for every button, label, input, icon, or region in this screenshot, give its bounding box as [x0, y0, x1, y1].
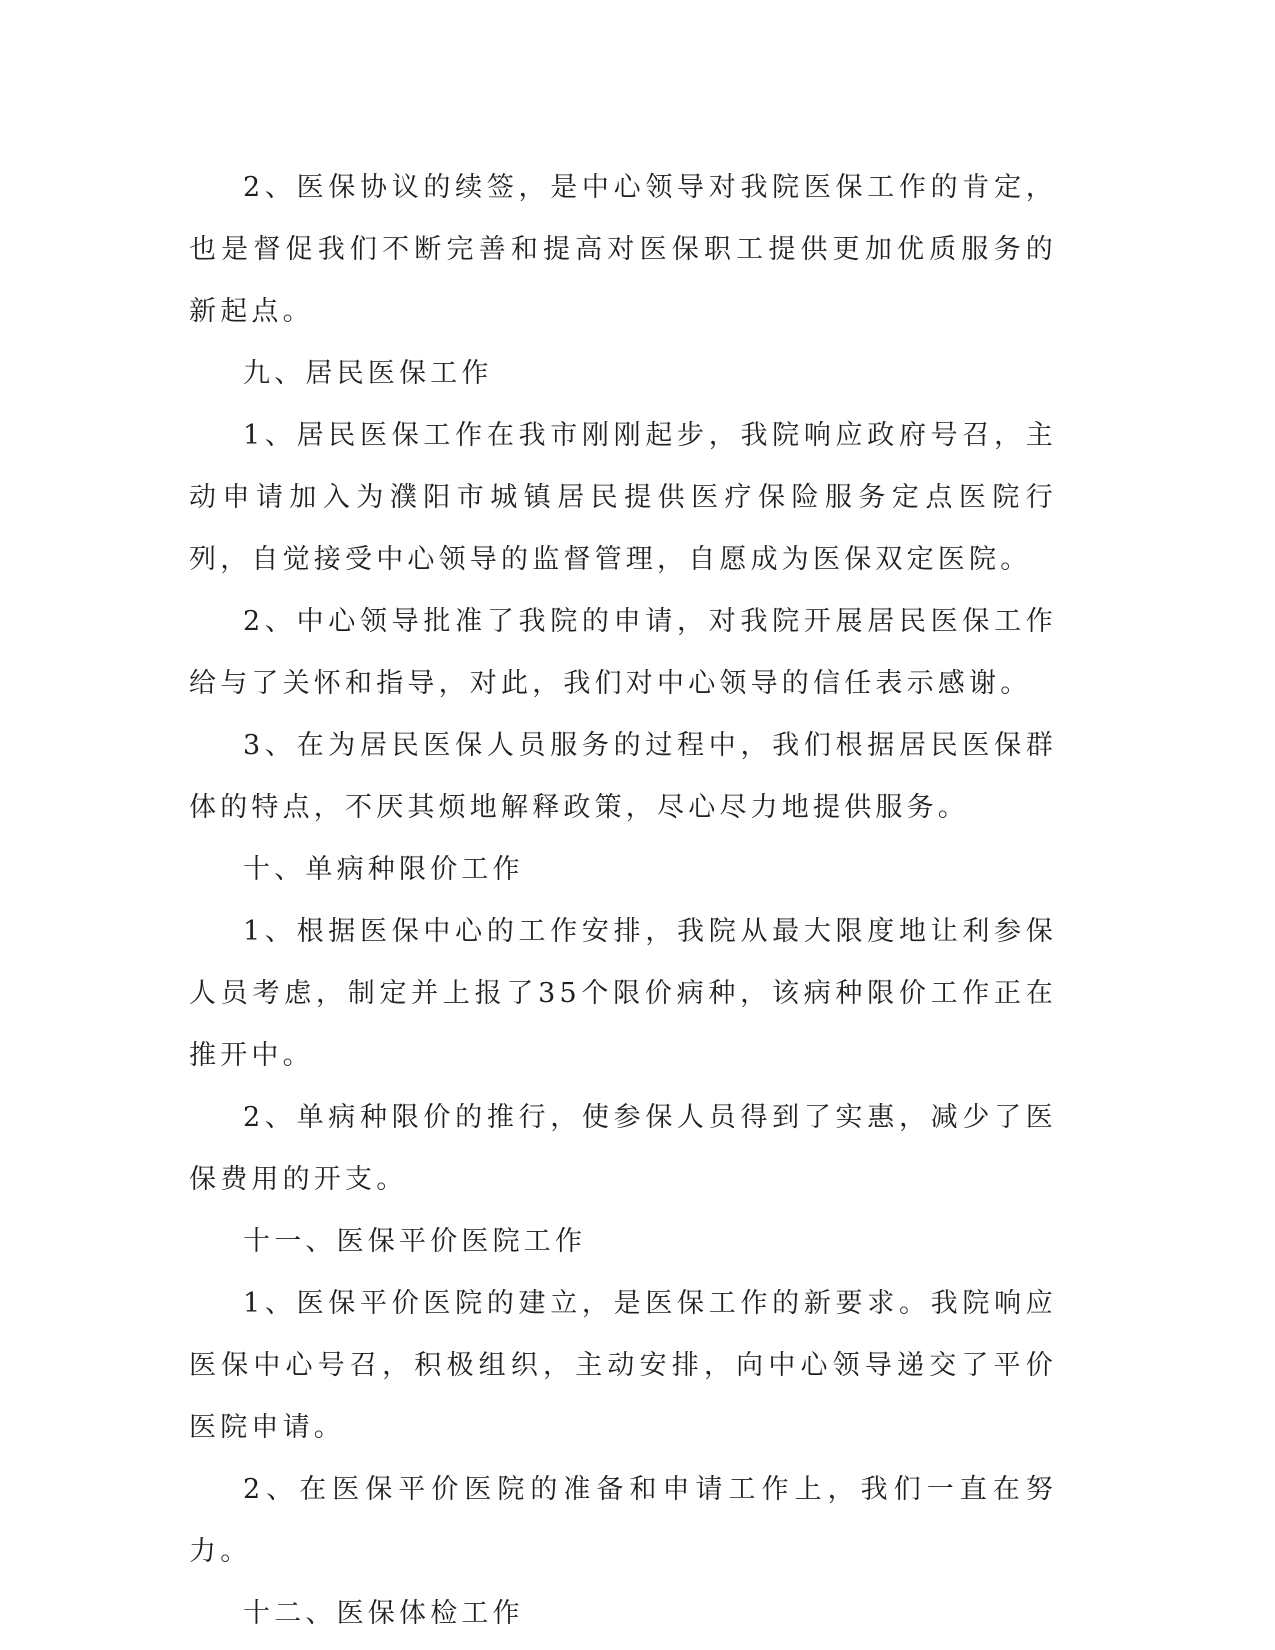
- section-heading-single-disease-price: 十、单病种限价工作: [243, 854, 524, 885]
- section-heading-affordable-hospital: 十一、医保平价医院工作: [243, 1226, 587, 1257]
- section-heading-medical-checkup: 十二、医保体检工作: [243, 1598, 524, 1629]
- paragraph-single-disease-price-2: 2、单病种限价的推行，使参保人员得到了实惠，减少了医保费用的开支。: [189, 1102, 1057, 1195]
- paragraph-resident-insurance-1: 1、居民医保工作在我市刚刚起步，我院响应政府号召，主动申请加入为濮阳市城镇居民提供医疗保险服务定点医院行列，自觉接受中心领导的监督管理，自愿成为医保双定医院。: [189, 420, 1057, 575]
- document-body: [189, 157, 1057, 1645]
- paragraph-single-disease-price-1: 1、根据医保中心的工作安排，我院从最大限度地让利参保人员考虑，制定并上报了35个限价病种，该病种限价工作正在推开中。: [189, 916, 1057, 1071]
- paragraph-affordable-hospital-2: 2、在医保平价医院的准备和申请工作上，我们一直在努力。: [189, 1474, 1057, 1567]
- paragraph-resident-insurance-2: 2、中心领导批准了我院的申请，对我院开展居民医保工作给与了关怀和指导，对此，我们对中心领导的信任表示感谢。: [189, 606, 1057, 699]
- paragraph-resident-insurance-3: 3、在为居民医保人员服务的过程中，我们根据居民医保群体的特点，不厌其烦地解释政策，尽心尽力地提供服务。: [189, 730, 1057, 823]
- paragraph-affordable-hospital-1: 1、医保平价医院的建立，是医保工作的新要求。我院响应医保中心号召，积极组织，主动安排，向中心领导递交了平价医院申请。: [189, 1288, 1057, 1443]
- section-heading-resident-insurance: 九、居民医保工作: [243, 358, 493, 389]
- paragraph-agreement-renewal: 2、医保协议的续签，是中心领导对我院医保工作的肯定，也是督促我们不断完善和提高对医保职工提供更加优质服务的新起点。: [189, 172, 1057, 327]
